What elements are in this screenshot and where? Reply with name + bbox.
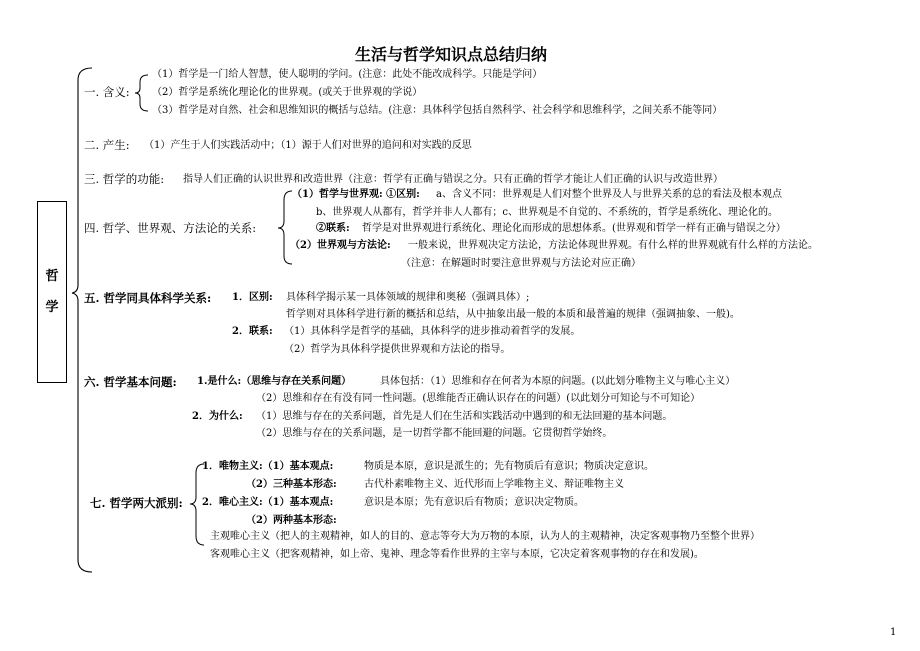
definition-brace (135, 75, 148, 111)
s3-text: 指导人们正确的认识世界和改造世界（注意：哲学有正确与错误之分。只有正确的哲学才能让人们正确的认识与改造世界） (183, 174, 723, 185)
sidebar-char-2: 学 (45, 300, 59, 315)
s6-l3-text: （1）思维与存在的关系问题，首先是人们在生活和实践活动中遇到的和无法回避的基本问题。 (256, 411, 673, 422)
s4-label: 四. 哲学、世界观、方法论的关系: (84, 221, 257, 235)
s4-a3-head: ②联系: (316, 223, 350, 234)
s7-l3-text: 意识是本原；先有意识后有物质；意识决定物质。 (364, 497, 584, 508)
s5-l3-text: （1）具体科学是哲学的基础，具体科学的进步推动着哲学的发展。 (284, 326, 581, 337)
s4-a1-head: （1）哲学与世界观: ①区别: (292, 189, 420, 200)
s1-item-2: （2）哲学是系统化理论化的世界观。(或关于世界观的学说） (152, 87, 423, 98)
s1-item-3: （3）哲学是对自然、社会和思维知识的概括与总结。(注意：具体科学包括自然科学、社会科学和思维科学，之间关系不能等同） (152, 105, 723, 116)
s5-l1-head: 1．区别: (232, 292, 273, 303)
sidebar-char-1: 哲 (45, 269, 59, 284)
s6-label: 六. 哲学基本问题: (84, 375, 177, 389)
s3-label: 三. 哲学的功能: (84, 172, 165, 186)
s4-a1-text: a、含义不同：世界观是人们对整个世界及人与世界关系的总的看法及根本观点 (436, 189, 782, 200)
s7-l1-head: 1．唯物主义:（1）基本观点: (202, 461, 334, 472)
s4-note: （注意：在解题时时要注意世界观与方法论对应正确） (401, 258, 641, 269)
s1-label: 一. 含义: (84, 85, 130, 99)
s6-l1-text: 具体包括：（1）思维和存在何者为本原的问题。(以此划分唯物主义与唯心主义） (380, 376, 736, 387)
s2-text: （1）产生于人们实践活动中；（1）源于人们对世界的追问和对实践的反思 (144, 140, 472, 151)
s5-l3-head: 2．联系: (232, 326, 273, 337)
s7-l4-head: （2）两种基本形态: (246, 515, 337, 526)
s4-b-text: 一般来说，世界观决定方法论，方法论体现世界观。有什么样的世界观就有什么样的方法论。 (408, 240, 818, 251)
s4-b-head: （2）世界观与方法论: (290, 240, 391, 251)
s1-item-1: （1）哲学是一门给人智慧，使人聪明的学问。(注意：此处不能改成科学。只能是学问） (152, 69, 543, 80)
page-number: 1 (890, 627, 897, 638)
s7-l3-head: 2．唯心主义:（1）基本观点: (202, 497, 334, 508)
s5-label: 五. 哲学同具体科学关系: (84, 291, 212, 305)
s5-l1-text: 具体科学揭示某一具体领域的规律和奥秘（强调具体）; (286, 292, 530, 303)
s7-l2-text: 古代朴素唯物主义、近代形而上学唯物主义、辩证唯物主义 (364, 479, 624, 490)
s6-l4-text: （2）思维与存在的关系问题，是一切哲学都不能回避的问题。它贯彻哲学始终。 (256, 428, 613, 439)
s5-l2-text: 哲学则对具体科学进行新的概括和总结，从中抽象出最一般的本质和最普遍的规律（强调抽象、一般)。 (286, 309, 740, 320)
s7-l2-head: （2）三种基本形态: (246, 479, 337, 490)
s4-a2-text: b、世界观人从都有，哲学并非人人都有；c、世界观是不自觉的、不系统的，哲学是系统化、理论化的。 (316, 207, 779, 218)
s6-l1-head: 1.是什么:（思维与存在关系问题） (197, 376, 352, 387)
s6-l3-head: 2．为什么: (192, 411, 243, 422)
s7-l1-text: 物质是本原，意识是派生的；先有物质后有意识；物质决定意识。 (364, 461, 654, 472)
s7-label: 七. 哲学两大派别: (90, 496, 183, 510)
s2-label: 二. 产生: (84, 138, 130, 152)
sidebar-label-box (37, 201, 67, 383)
s4-a3-text: 哲学是对世界观进行系统化、理论化而形成的思想体系。(世界观和哲学一样有正确与错误之分） (362, 223, 786, 234)
relation-brace (278, 191, 292, 264)
s6-l2-text: （2）思维和存在有没有同一性问题。(思维能否正确认识存在的问题）(以此划分可知论与不可知论） (256, 393, 701, 404)
s7-l5-text: 主观唯心主义（把人的主观精神，如人的目的、意志等夸大为万物的本原，认为人的主观精神，决定客观事物乃至整个世界） (210, 531, 760, 542)
s5-l4-text: （2）哲学为具体科学提供世界观和方法论的指导。 (284, 344, 511, 355)
page-title: 生活与哲学知识点总结归纳 (355, 45, 548, 64)
s7-l6-text: 客观唯心主义（把客观精神，如上帝、鬼神、理念等看作世界的主宰与本原，它决定着客观事物的存在和发展)。 (210, 549, 704, 560)
